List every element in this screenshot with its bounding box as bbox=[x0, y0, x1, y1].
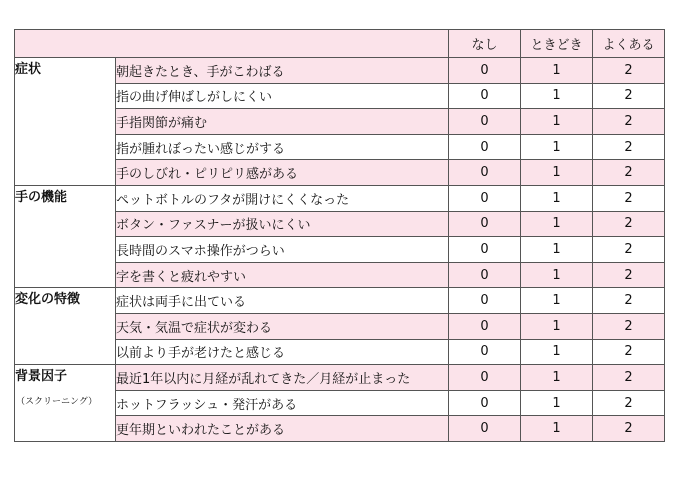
value-often: 2 bbox=[593, 262, 665, 288]
category-note: （スクリーニング） bbox=[16, 397, 98, 408]
item-text: 手のしびれ・ピリピリ感がある bbox=[116, 160, 449, 186]
item-text: ボタン・ファスナーが扱いにくい bbox=[116, 211, 449, 237]
value-none: 0 bbox=[449, 160, 521, 186]
item-text: 指の曲げ伸ばしがしにくい bbox=[116, 83, 449, 109]
value-often: 2 bbox=[593, 416, 665, 442]
value-often: 2 bbox=[593, 185, 665, 211]
item-text: 最近1年以内に月経が乱れてきた／月経が止まった bbox=[116, 365, 449, 391]
header-option-none: なし bbox=[449, 30, 521, 58]
value-sometimes: 1 bbox=[521, 211, 593, 237]
item-text: 長時間のスマホ操作がつらい bbox=[116, 237, 449, 263]
category-label: 背景因子 bbox=[15, 369, 68, 385]
value-none: 0 bbox=[449, 211, 521, 237]
table-row bbox=[15, 365, 665, 391]
value-none: 0 bbox=[449, 58, 521, 84]
value-often: 2 bbox=[593, 365, 665, 391]
value-none: 0 bbox=[449, 339, 521, 365]
item-text: 以前より手が老けたと感じる bbox=[116, 339, 449, 365]
value-often: 2 bbox=[593, 134, 665, 160]
value-sometimes: 1 bbox=[521, 313, 593, 339]
value-often: 2 bbox=[593, 288, 665, 314]
checklist-table bbox=[14, 29, 665, 442]
item-text: 朝起きたとき、手がこわばる bbox=[116, 58, 449, 84]
header-option-sometimes: ときどき bbox=[521, 30, 593, 58]
value-sometimes: 1 bbox=[521, 134, 593, 160]
value-none: 0 bbox=[449, 262, 521, 288]
value-sometimes: 1 bbox=[521, 365, 593, 391]
category-label: 手の機能 bbox=[15, 189, 68, 205]
value-often: 2 bbox=[593, 58, 665, 84]
value-sometimes: 1 bbox=[521, 262, 593, 288]
value-sometimes: 1 bbox=[521, 185, 593, 211]
category-label: 症状 bbox=[15, 62, 42, 77]
value-none: 0 bbox=[449, 185, 521, 211]
item-text: ペットボトルのフタが開けにくくなった bbox=[116, 185, 449, 211]
item-text: ホットフラッシュ・発汗がある bbox=[116, 390, 449, 416]
value-sometimes: 1 bbox=[521, 109, 593, 135]
category-cell bbox=[15, 58, 116, 186]
value-none: 0 bbox=[449, 416, 521, 442]
value-none: 0 bbox=[449, 390, 521, 416]
value-sometimes: 1 bbox=[521, 416, 593, 442]
table-body bbox=[15, 58, 665, 442]
value-none: 0 bbox=[449, 365, 521, 391]
value-none: 0 bbox=[449, 313, 521, 339]
value-sometimes: 1 bbox=[521, 339, 593, 365]
header-row bbox=[15, 30, 665, 58]
item-text: 症状は両手に出ている bbox=[116, 288, 449, 314]
item-text: 天気・気温で症状が変わる bbox=[116, 313, 449, 339]
item-text: 字を書くと疲れやすい bbox=[116, 262, 449, 288]
value-none: 0 bbox=[449, 83, 521, 109]
category-cell bbox=[15, 185, 116, 287]
value-often: 2 bbox=[593, 160, 665, 186]
table-row bbox=[15, 288, 665, 314]
value-none: 0 bbox=[449, 109, 521, 135]
value-none: 0 bbox=[449, 134, 521, 160]
category-cell bbox=[15, 288, 116, 365]
value-often: 2 bbox=[593, 237, 665, 263]
value-often: 2 bbox=[593, 339, 665, 365]
value-none: 0 bbox=[449, 237, 521, 263]
value-often: 2 bbox=[593, 211, 665, 237]
value-often: 2 bbox=[593, 390, 665, 416]
category-cell bbox=[15, 365, 116, 442]
table-row bbox=[15, 185, 665, 211]
header-option-often: よくある bbox=[593, 30, 665, 58]
header-blank-cell bbox=[15, 30, 449, 58]
value-none: 0 bbox=[449, 288, 521, 314]
item-text: 指が腫れぼったい感じがする bbox=[116, 134, 449, 160]
value-sometimes: 1 bbox=[521, 83, 593, 109]
value-sometimes: 1 bbox=[521, 237, 593, 263]
item-text: 更年期といわれたことがある bbox=[116, 416, 449, 442]
category-label: 変化の特徴 bbox=[15, 292, 81, 308]
value-often: 2 bbox=[593, 313, 665, 339]
value-often: 2 bbox=[593, 83, 665, 109]
value-sometimes: 1 bbox=[521, 390, 593, 416]
value-often: 2 bbox=[593, 109, 665, 135]
value-sometimes: 1 bbox=[521, 58, 593, 84]
item-text: 手指関節が痛む bbox=[116, 109, 449, 135]
value-sometimes: 1 bbox=[521, 160, 593, 186]
value-sometimes: 1 bbox=[521, 288, 593, 314]
table-row bbox=[15, 58, 665, 84]
